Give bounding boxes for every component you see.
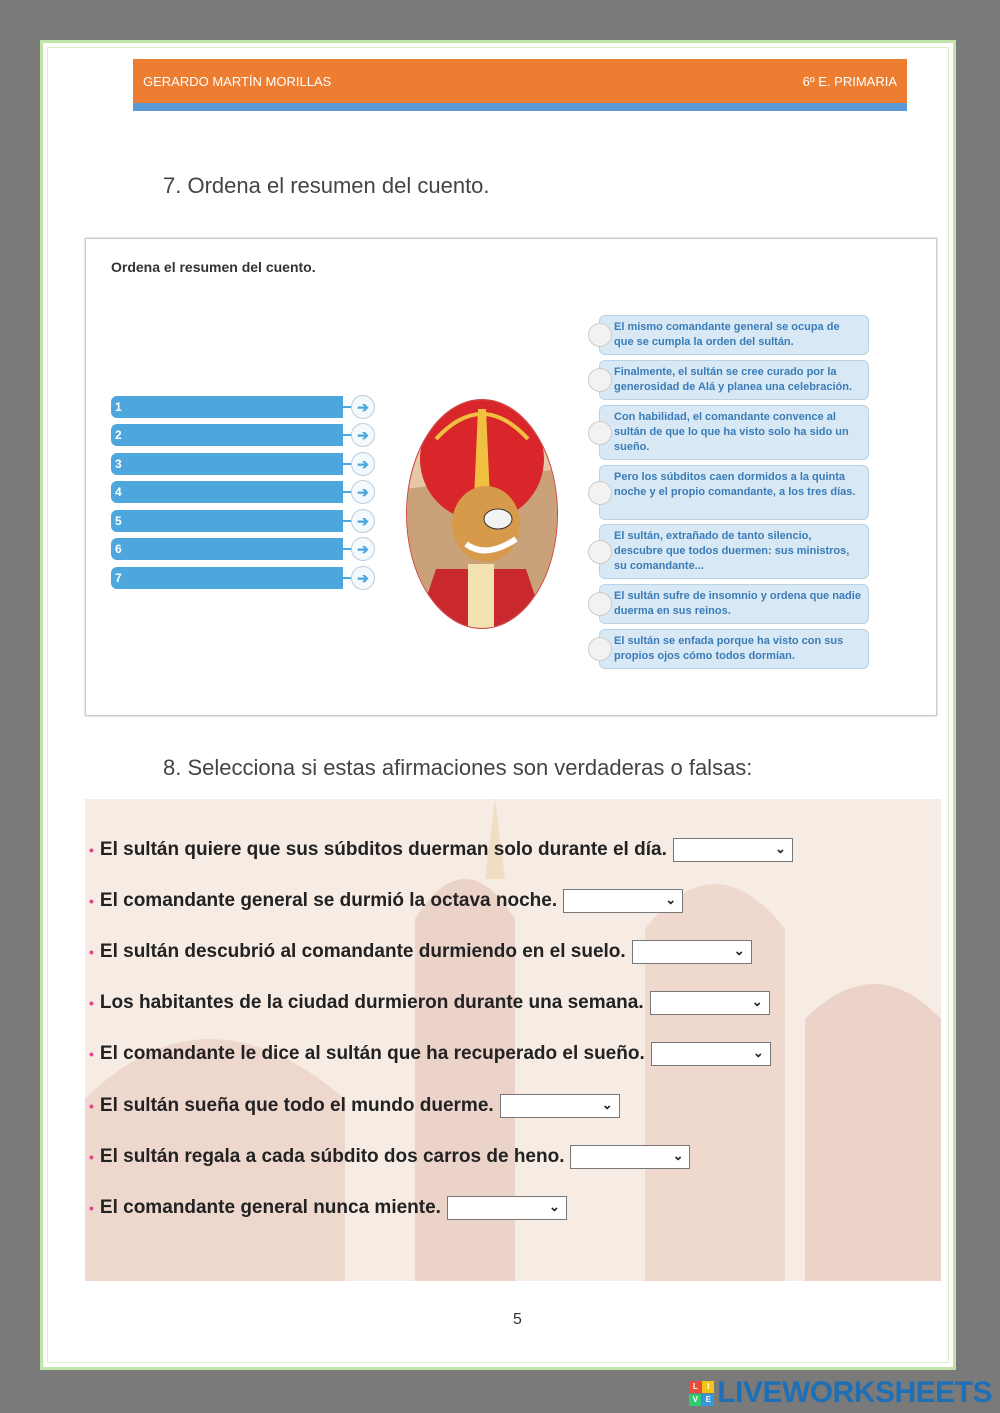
summary-text: Pero los súbditos caen dormidos a la quinta noche y el propio comandante, a los tres días. xyxy=(614,471,856,498)
statement-row: • El sultán sueña que todo el mundo duerme. ⌄ xyxy=(89,1094,620,1118)
slot-number: 3 xyxy=(115,457,122,471)
slot-number: 4 xyxy=(115,485,122,499)
order-slot[interactable] xyxy=(111,396,369,418)
statement-row: • El sultán regala a cada súbdito dos carros de heno. ⌄ xyxy=(89,1145,690,1169)
page-header xyxy=(133,59,907,103)
summary-text: El sultán sufre de insomnio y ordena que nadie duerma en sus reinos. xyxy=(614,590,861,617)
arrow-right-icon: ➔ xyxy=(351,566,375,590)
arrow-right-icon: ➔ xyxy=(351,395,375,419)
summary-card[interactable] xyxy=(599,360,869,400)
chevron-down-icon: ⌄ xyxy=(672,1148,684,1163)
slot-number: 1 xyxy=(115,400,122,414)
arrow-right-icon: ➔ xyxy=(351,423,375,447)
header-author: GERARDO MARTÍN MORILLAS xyxy=(143,74,332,89)
order-slot[interactable] xyxy=(111,453,369,475)
statement-text: El comandante general nunca miente. xyxy=(99,1197,441,1218)
statement-text: El comandante le dice al sultán que ha recuperado el sueño. xyxy=(99,1043,645,1064)
question8-heading: 8. Selecciona si estas afirmaciones son verdaderas o falsas: xyxy=(163,755,753,780)
summary-text: El sultán se enfada porque ha visto con sus propios ojos cómo todos dormían. xyxy=(614,635,844,662)
statement-row: • Los habitantes de la ciudad durmieron durante una semana. ⌄ xyxy=(89,991,770,1015)
summary-text: Con habilidad, el comandante convence al sultán de que lo que ha visto solo ha sido un sueño. xyxy=(614,411,849,453)
arrow-right-icon: ➔ xyxy=(351,509,375,533)
arrow-right-icon: ➔ xyxy=(351,452,375,476)
sultan-illustration xyxy=(406,399,558,629)
drag-handle[interactable] xyxy=(588,421,612,445)
statement-text: El comandante general se durmió la octava noche. xyxy=(99,890,558,911)
chevron-down-icon: ⌄ xyxy=(733,943,745,958)
true-false-select[interactable] xyxy=(673,838,793,862)
summary-card[interactable] xyxy=(599,629,869,669)
summary-text: El mismo comandante general se ocupa de que se cumpla la orden del sultán. xyxy=(614,321,840,348)
true-false-select[interactable] xyxy=(500,1094,620,1118)
true-false-select[interactable] xyxy=(632,940,752,964)
chevron-down-icon: ⌄ xyxy=(665,892,677,907)
question7-heading: 7. Ordena el resumen del cuento. xyxy=(163,173,490,198)
summary-card[interactable] xyxy=(599,465,869,520)
true-false-select[interactable] xyxy=(447,1196,567,1220)
arrow-right-icon: ➔ xyxy=(351,537,375,561)
statement-text: El sultán quiere que sus súbditos duerman solo durante el día. xyxy=(99,839,667,860)
arrow-right-icon: ➔ xyxy=(351,480,375,504)
logo-tiles-icon: L I V E xyxy=(689,1381,714,1406)
order-slot[interactable] xyxy=(111,538,369,560)
header-underline xyxy=(133,103,907,111)
statement-text: El sultán sueña que todo el mundo duerme. xyxy=(99,1095,494,1116)
slot-number: 7 xyxy=(115,571,122,585)
ordering-exercise xyxy=(85,238,937,716)
drag-handle[interactable] xyxy=(588,592,612,616)
statement-row: • El sultán descubrió al comandante durmiendo en el suelo. ⌄ xyxy=(89,940,752,964)
order-slot[interactable] xyxy=(111,510,369,532)
statement-row: • El sultán quiere que sus súbditos duerman solo durante el día. ⌄ xyxy=(89,838,793,862)
summary-text: El sultán, extrañado de tanto silencio, descubre que todos duermen: sus ministros, su comandante... xyxy=(614,530,850,572)
worksheet-page xyxy=(40,40,956,1370)
summary-card[interactable] xyxy=(599,405,869,460)
order-slot[interactable] xyxy=(111,567,369,589)
statement-text: El sultán regala a cada súbdito dos carros de heno. xyxy=(99,1146,565,1167)
drag-handle[interactable] xyxy=(588,481,612,505)
true-false-select[interactable] xyxy=(570,1145,690,1169)
page-number: 5 xyxy=(513,1311,522,1328)
slot-number: 5 xyxy=(115,514,122,528)
true-false-select[interactable] xyxy=(650,991,770,1015)
statement-row: • El comandante general se durmió la octava noche. ⌄ xyxy=(89,889,683,913)
slot-number: 6 xyxy=(115,542,122,556)
summary-card[interactable] xyxy=(599,524,869,579)
order-slot[interactable] xyxy=(111,424,369,446)
statement-text: El sultán descubrió al comandante durmiendo en el suelo. xyxy=(99,941,626,962)
chevron-down-icon: ⌄ xyxy=(752,1045,764,1060)
ordering-title: Ordena el resumen del cuento. xyxy=(111,259,316,275)
chevron-down-icon: ⌄ xyxy=(751,994,763,1009)
true-false-select[interactable] xyxy=(563,889,683,913)
drag-handle[interactable] xyxy=(588,368,612,392)
chevron-down-icon: ⌄ xyxy=(601,1097,613,1112)
summary-card[interactable] xyxy=(599,584,869,624)
logo-text: LIVEWORKSHEETS xyxy=(717,1376,992,1409)
summary-card[interactable] xyxy=(599,315,869,355)
drag-handle[interactable] xyxy=(588,323,612,347)
chevron-down-icon: ⌄ xyxy=(774,841,786,856)
summary-text: Finalmente, el sultán se cree curado por la generosidad de Alá y planea una celebración. xyxy=(614,366,853,393)
chevron-down-icon: ⌄ xyxy=(549,1199,560,1214)
statement-text: Los habitantes de la ciudad durmieron durante una semana. xyxy=(99,992,644,1013)
liveworksheets-logo[interactable] xyxy=(689,1376,992,1410)
order-slot[interactable] xyxy=(111,481,369,503)
statement-row: • El comandante le dice al sultán que ha recuperado el sueño. ⌄ xyxy=(89,1042,771,1066)
header-grade: 6º E. PRIMARIA xyxy=(802,74,897,89)
slot-number: 2 xyxy=(115,428,122,442)
drag-handle[interactable] xyxy=(588,540,612,564)
true-false-select[interactable] xyxy=(651,1042,771,1066)
statement-row: • El comandante general nunca miente. ⌄ xyxy=(89,1196,567,1220)
drag-handle[interactable] xyxy=(588,637,612,661)
